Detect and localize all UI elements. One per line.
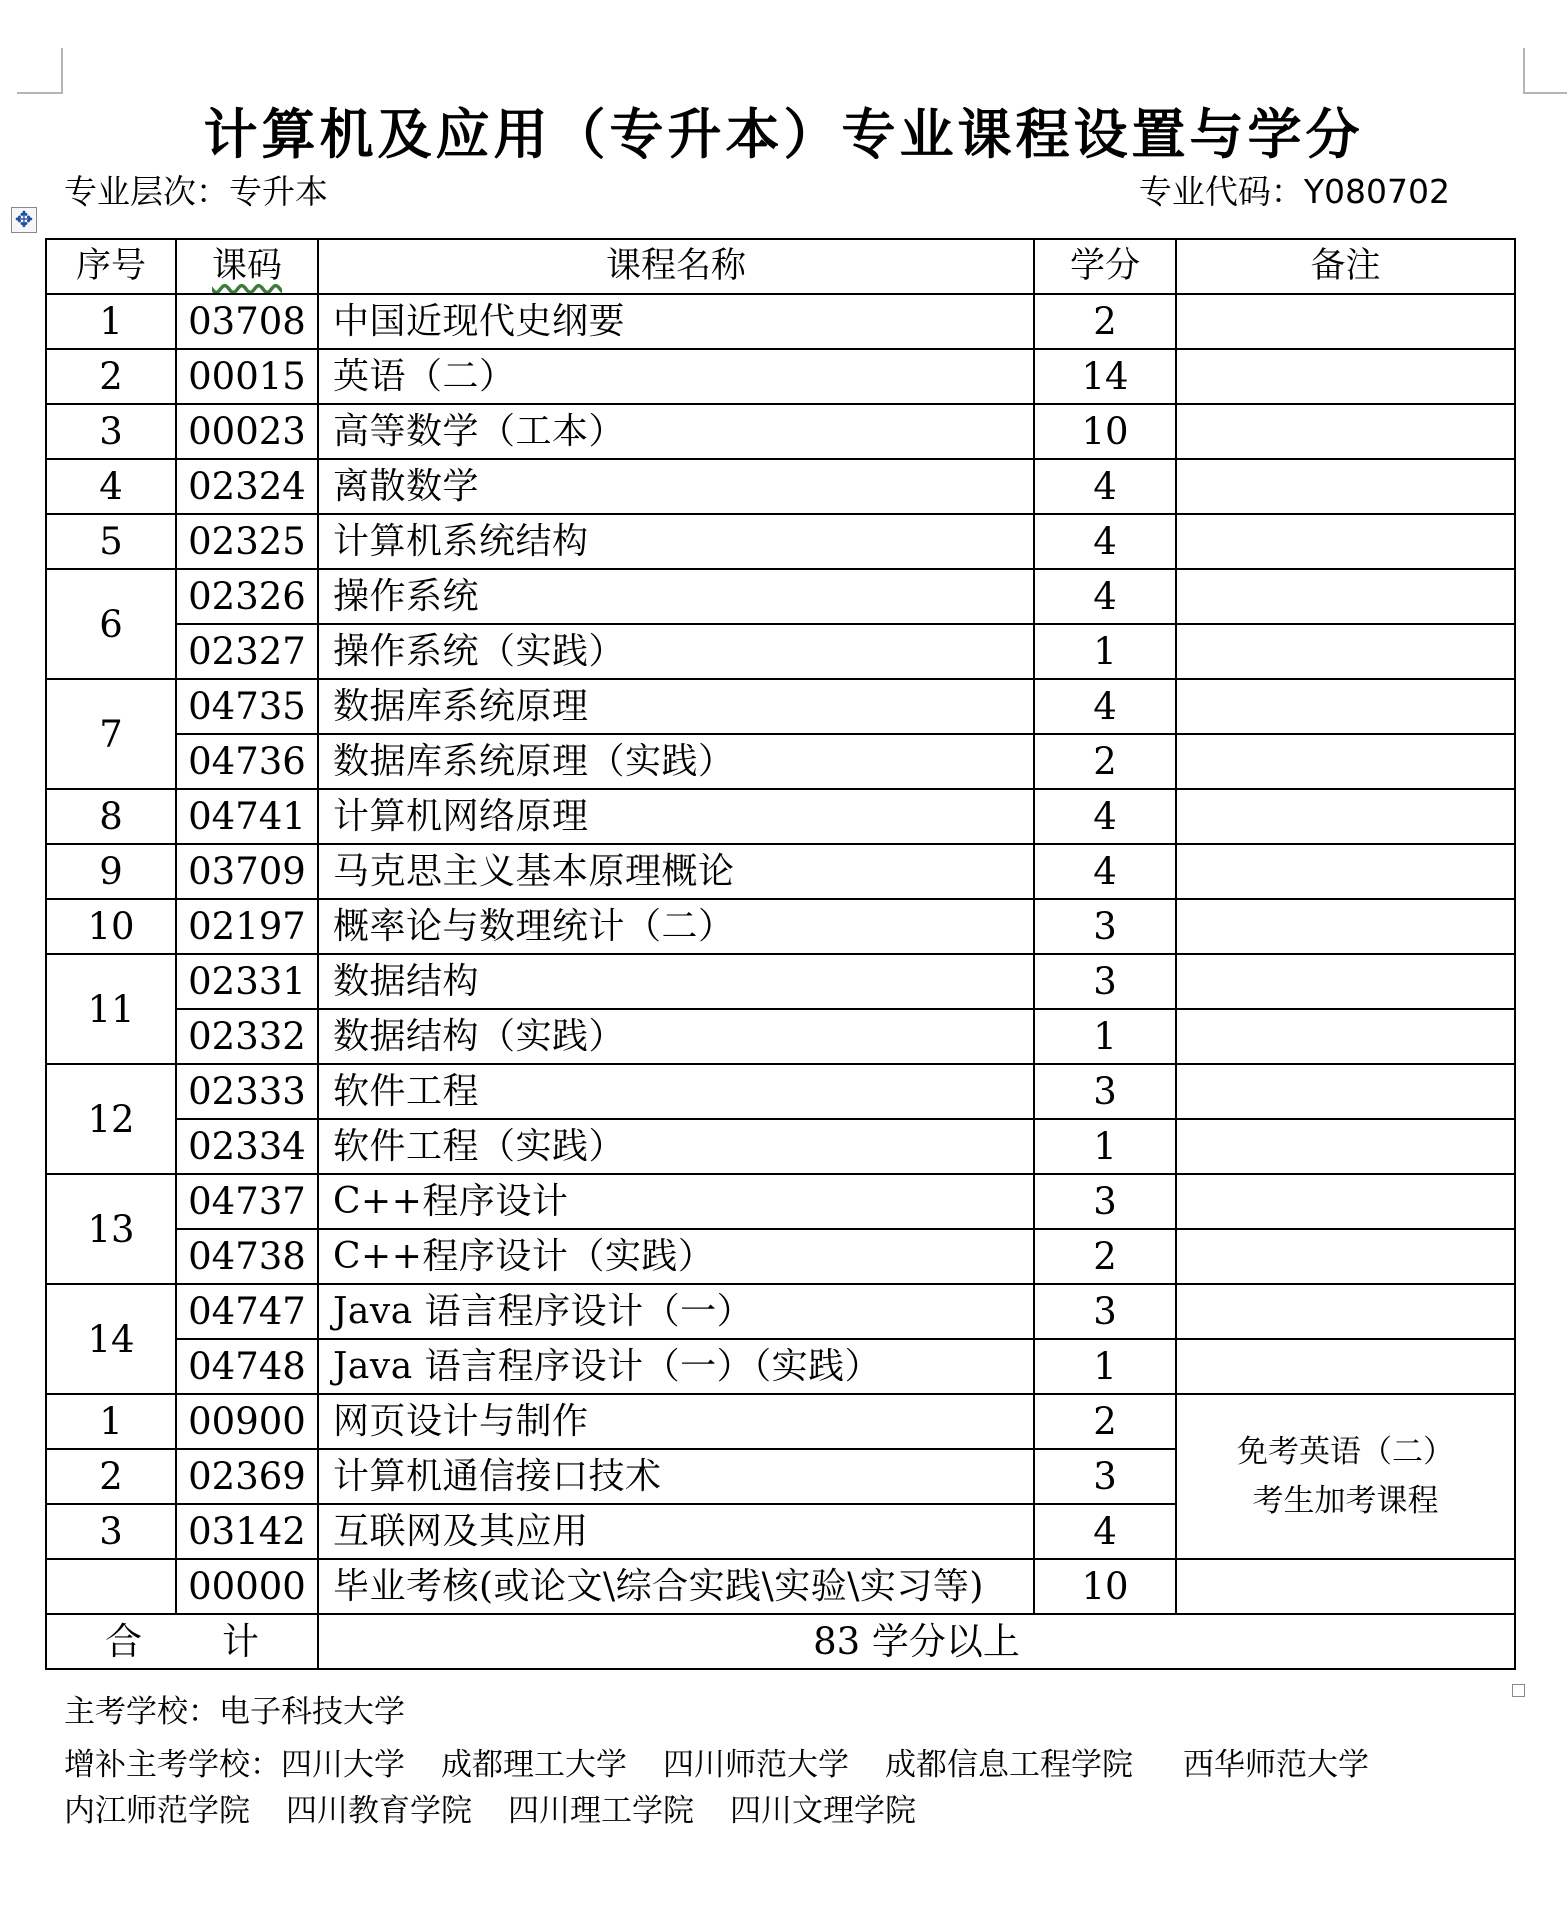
- table-row: [46, 844, 1515, 899]
- table-row: [46, 679, 1515, 734]
- table-row: [46, 734, 1515, 789]
- table-row: [46, 1229, 1515, 1284]
- course-note: [1176, 954, 1515, 1009]
- school-name: 四川师范大学: [663, 1747, 849, 1783]
- course-note: [1176, 514, 1515, 569]
- course-note: [1176, 1064, 1515, 1119]
- table-row: [46, 899, 1515, 954]
- course-note: [1176, 1119, 1515, 1174]
- course-note: [1176, 789, 1515, 844]
- course-code: 02327: [176, 624, 318, 679]
- course-note: [1176, 569, 1515, 624]
- table-row: [46, 624, 1515, 679]
- crop-mark-top-right: [1523, 48, 1567, 94]
- course-name: Java 语言程序设计（一）: [318, 1284, 1034, 1339]
- course-name: 数据结构（实践）: [318, 1009, 1034, 1064]
- course-credit: 3: [1034, 899, 1176, 954]
- course-name: 互联网及其应用: [318, 1504, 1034, 1559]
- school-name: 西华师范大学: [1183, 1747, 1369, 1783]
- elective-note: [1176, 1394, 1515, 1559]
- course-credit: 3: [1034, 1449, 1176, 1504]
- course-note: [1176, 1284, 1515, 1339]
- course-name: 数据库系统原理（实践）: [318, 734, 1034, 789]
- header-credit: 学分: [1034, 239, 1176, 294]
- school-name: 四川教育学院: [286, 1793, 472, 1829]
- course-note: [1176, 1339, 1515, 1394]
- course-code: 03709: [176, 844, 318, 899]
- course-credit: 10: [1034, 404, 1176, 459]
- course-note: [1176, 294, 1515, 349]
- table-header-row: [46, 239, 1515, 294]
- course-name: C++程序设计: [318, 1174, 1034, 1229]
- course-credit: 3: [1034, 954, 1176, 1009]
- row-index: 6: [46, 569, 176, 679]
- course-credit: 4: [1034, 459, 1176, 514]
- course-code: 00023: [176, 404, 318, 459]
- course-name: 计算机通信接口技术: [318, 1449, 1034, 1504]
- course-name: C++程序设计（实践）: [318, 1229, 1034, 1284]
- crop-mark-top-left: [17, 48, 63, 94]
- course-code: 04747: [176, 1284, 318, 1339]
- course-name: 马克思主义基本原理概论: [318, 844, 1034, 899]
- course-name: 概率论与数理统计（二）: [318, 899, 1034, 954]
- course-name: 软件工程（实践）: [318, 1119, 1034, 1174]
- added-schools-line-1: [64, 1739, 1369, 1784]
- course-credit: 4: [1034, 1504, 1176, 1559]
- course-name: 操作系统（实践）: [318, 624, 1034, 679]
- course-code: 02325: [176, 514, 318, 569]
- course-name: Java 语言程序设计（一）（实践）: [318, 1339, 1034, 1394]
- course-name: 计算机系统结构: [318, 514, 1034, 569]
- row-index: 8: [46, 789, 176, 844]
- table-row: [46, 1394, 1515, 1449]
- header-name: 课程名称: [318, 239, 1034, 294]
- course-note: [1176, 734, 1515, 789]
- course-credit: 4: [1034, 514, 1176, 569]
- header-code-text: 课码: [211, 246, 282, 286]
- course-name: 操作系统: [318, 569, 1034, 624]
- row-index: 12: [46, 1064, 176, 1174]
- row-index: 5: [46, 514, 176, 569]
- course-note: [1176, 1174, 1515, 1229]
- header-note: 备注: [1176, 239, 1515, 294]
- row-index: 3: [46, 1504, 176, 1559]
- course-code: 02333: [176, 1064, 318, 1119]
- main-school: 主考学校：电子科技大学: [64, 1694, 405, 1730]
- row-index: 10: [46, 899, 176, 954]
- total-value: 83 学分以上: [318, 1614, 1515, 1669]
- course-name: 离散数学: [318, 459, 1034, 514]
- school-name: 四川文理学院: [730, 1793, 916, 1829]
- table-row: [46, 349, 1515, 404]
- table-row: [46, 1009, 1515, 1064]
- course-note: [1176, 459, 1515, 514]
- course-code: 00000: [176, 1559, 318, 1614]
- row-index: 13: [46, 1174, 176, 1284]
- row-index: 1: [46, 1394, 176, 1449]
- course-note: [1176, 1559, 1515, 1614]
- table-row: [46, 459, 1515, 514]
- total-row: [46, 1614, 1515, 1669]
- table-row: [46, 514, 1515, 569]
- course-name: 数据结构: [318, 954, 1034, 1009]
- course-code: 02369: [176, 1449, 318, 1504]
- row-index: 2: [46, 1449, 176, 1504]
- major-code-label: 专业代码：Y080702: [1138, 172, 1450, 211]
- course-name: 中国近现代史纲要: [318, 294, 1034, 349]
- course-code: 03708: [176, 294, 318, 349]
- course-name: 网页设计与制作: [318, 1394, 1034, 1449]
- school-name: 成都信息工程学院: [885, 1747, 1133, 1783]
- course-credit: 4: [1034, 679, 1176, 734]
- course-name: 软件工程: [318, 1064, 1034, 1119]
- course-credit: 4: [1034, 569, 1176, 624]
- table-row: [46, 1119, 1515, 1174]
- course-code: 04738: [176, 1229, 318, 1284]
- course-credit: 1: [1034, 1009, 1176, 1064]
- course-note: [1176, 844, 1515, 899]
- course-credit: 2: [1034, 294, 1176, 349]
- course-code: 00015: [176, 349, 318, 404]
- school-name: 四川理工学院: [508, 1793, 694, 1829]
- elective-note-line-2: 考生加考课程: [1252, 1482, 1439, 1519]
- total-label-part-1: 合: [105, 1620, 142, 1663]
- table-row: [46, 294, 1515, 349]
- course-table: [45, 238, 1516, 1670]
- course-note: [1176, 679, 1515, 734]
- course-name: 英语（二）: [318, 349, 1034, 404]
- row-index: 3: [46, 404, 176, 459]
- table-row: [46, 1339, 1515, 1394]
- school-name: 成都理工大学: [441, 1747, 627, 1783]
- table-row: [46, 1174, 1515, 1229]
- course-code: 02326: [176, 569, 318, 624]
- move-arrows-icon[interactable]: ✥: [11, 207, 37, 233]
- school-name: 内江师范学院: [64, 1793, 250, 1829]
- header-index: 序号: [46, 239, 176, 294]
- table-row: [46, 569, 1515, 624]
- course-credit: 1: [1034, 1339, 1176, 1394]
- course-code: 02334: [176, 1119, 318, 1174]
- course-code: 03142: [176, 1504, 318, 1559]
- total-label-part-2: 计: [222, 1620, 259, 1663]
- course-note: [1176, 349, 1515, 404]
- course-code: 02331: [176, 954, 318, 1009]
- course-note: [1176, 624, 1515, 679]
- course-code: 02332: [176, 1009, 318, 1064]
- added-schools-label: 增补主考学校：: [64, 1747, 281, 1783]
- table-row: [46, 954, 1515, 1009]
- page-title: 计算机及应用（专升本）专业课程设置与学分: [203, 103, 1364, 166]
- row-index: 9: [46, 844, 176, 899]
- course-name: 毕业考核(或论文\综合实践\实验\实习等): [318, 1559, 1034, 1614]
- course-credit: 1: [1034, 624, 1176, 679]
- course-table-body: [46, 294, 1515, 1669]
- course-code: 02197: [176, 899, 318, 954]
- total-label: [46, 1614, 318, 1669]
- row-index: 2: [46, 349, 176, 404]
- course-name: 高等数学（工本）: [318, 404, 1034, 459]
- course-credit: 3: [1034, 1174, 1176, 1229]
- course-code: 02324: [176, 459, 318, 514]
- course-note: [1176, 1229, 1515, 1284]
- school-name: 四川大学: [281, 1747, 405, 1783]
- course-code: 04748: [176, 1339, 318, 1394]
- table-row: [46, 789, 1515, 844]
- course-code: 04736: [176, 734, 318, 789]
- course-code: 04735: [176, 679, 318, 734]
- row-index: [46, 1559, 176, 1614]
- course-note: [1176, 899, 1515, 954]
- added-schools-line-2: [64, 1785, 916, 1830]
- course-credit: 14: [1034, 349, 1176, 404]
- course-name: 计算机网络原理: [318, 789, 1034, 844]
- course-code: 04741: [176, 789, 318, 844]
- header-code: [176, 239, 318, 294]
- course-credit: 2: [1034, 734, 1176, 789]
- course-credit: 10: [1034, 1559, 1176, 1614]
- table-row: [46, 404, 1515, 459]
- row-index: 14: [46, 1284, 176, 1394]
- course-note: [1176, 404, 1515, 459]
- graduation-row: [46, 1559, 1515, 1614]
- course-credit: 2: [1034, 1394, 1176, 1449]
- resize-square-icon[interactable]: [1512, 1684, 1525, 1697]
- elective-note-line-1: 免考英语（二）: [1237, 1434, 1454, 1471]
- row-index: 11: [46, 954, 176, 1064]
- course-credit: 3: [1034, 1284, 1176, 1339]
- course-name: 数据库系统原理: [318, 679, 1034, 734]
- course-note: [1176, 1009, 1515, 1064]
- row-index: 1: [46, 294, 176, 349]
- major-level-label: 专业层次：专升本: [64, 172, 328, 211]
- row-index: 4: [46, 459, 176, 514]
- course-credit: 4: [1034, 789, 1176, 844]
- course-credit: 2: [1034, 1229, 1176, 1284]
- table-row: [46, 1064, 1515, 1119]
- course-credit: 3: [1034, 1064, 1176, 1119]
- course-code: 04737: [176, 1174, 318, 1229]
- course-credit: 1: [1034, 1119, 1176, 1174]
- table-row: [46, 1284, 1515, 1339]
- row-index: 7: [46, 679, 176, 789]
- course-credit: 4: [1034, 844, 1176, 899]
- course-code: 00900: [176, 1394, 318, 1449]
